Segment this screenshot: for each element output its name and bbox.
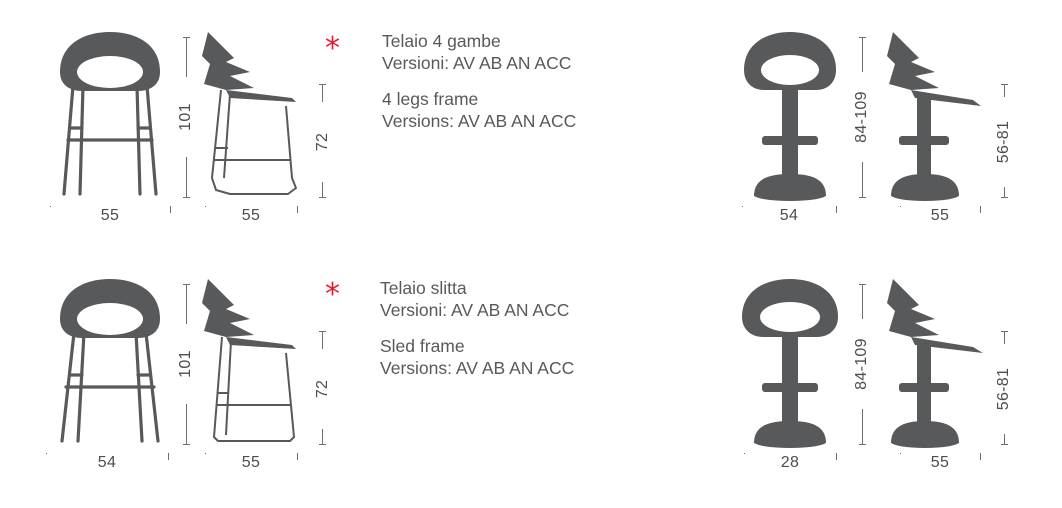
dim-tick xyxy=(1001,444,1008,445)
asterisk-marker-row2: * xyxy=(325,277,340,312)
dim-tick xyxy=(183,197,190,198)
dim-height-r2v2: 72 xyxy=(314,349,332,429)
dim-width-r2v4: 55 xyxy=(900,454,980,472)
dim-height-r1v3: 84-109 xyxy=(853,72,871,162)
dim-tick xyxy=(836,453,837,460)
caption-en-title-row2: Sled frame xyxy=(380,336,465,356)
caption-en-versions-row1: Versions: AV AB AN ACC xyxy=(382,111,577,131)
dim-width-r1v2: 55 xyxy=(205,207,297,225)
dim-tick xyxy=(859,444,866,445)
dim-tick xyxy=(319,84,326,85)
caption-it-title-row1: Telaio 4 gambe xyxy=(382,31,501,51)
dim-tick xyxy=(1001,197,1008,198)
dim-tick xyxy=(859,197,866,198)
drawing-sled-front-high xyxy=(50,275,170,445)
dim-tick xyxy=(183,444,190,445)
drawing-gas-front-sled xyxy=(738,275,842,447)
dim-tick xyxy=(836,206,837,213)
dim-height-r1v4: 56-81 xyxy=(995,97,1013,187)
dim-height-r1v2: 72 xyxy=(314,102,332,182)
dim-height-r2v1: 101 xyxy=(177,324,195,404)
drawing-gas-front-high xyxy=(740,28,840,200)
dim-width-r2v1: 54 xyxy=(46,454,168,472)
dim-width-r1v1: 55 xyxy=(50,207,170,225)
caption-row2 xyxy=(380,277,574,379)
drawing-sled-side-high xyxy=(200,275,310,445)
dim-height-r2v4: 56-81 xyxy=(995,344,1013,434)
dim-height-r1v1: 101 xyxy=(177,77,195,157)
drawing-four-legs-front-high xyxy=(50,28,170,198)
dim-width-r1v3: 54 xyxy=(742,207,836,225)
caption-en-title-row1: 4 legs frame xyxy=(382,89,479,109)
dim-tick xyxy=(168,453,169,460)
dim-width-r1v4: 55 xyxy=(900,207,980,225)
dim-tick xyxy=(297,453,298,460)
drawing-gas-side-high xyxy=(885,28,995,200)
dim-tick xyxy=(859,284,866,285)
dim-tick xyxy=(319,331,326,332)
caption-it-title-row2: Telaio slitta xyxy=(380,278,467,298)
dim-tick xyxy=(319,444,326,445)
dim-width-r2v2: 55 xyxy=(205,454,297,472)
asterisk-marker-row1: * xyxy=(325,31,340,66)
caption-it-versions-row1: Versioni: AV AB AN ACC xyxy=(382,53,572,73)
dim-tick xyxy=(170,206,171,213)
dim-tick xyxy=(183,37,190,38)
caption-it-versions-row2: Versioni: AV AB AN ACC xyxy=(380,300,570,320)
dim-tick xyxy=(1001,331,1008,332)
dim-tick xyxy=(859,37,866,38)
dim-tick xyxy=(1001,84,1008,85)
dim-tick xyxy=(980,206,981,213)
dim-tick xyxy=(980,453,981,460)
caption-row1 xyxy=(382,30,576,132)
dim-height-r2v3: 84-109 xyxy=(853,319,871,409)
drawing-gas-side-sled xyxy=(885,275,997,447)
dim-width-r2v3: 28 xyxy=(744,454,836,472)
dim-tick xyxy=(297,206,298,213)
drawing-four-legs-side-high xyxy=(200,28,310,198)
caption-en-versions-row2: Versions: AV AB AN ACC xyxy=(380,358,575,378)
dim-tick xyxy=(183,284,190,285)
dim-tick xyxy=(319,197,326,198)
